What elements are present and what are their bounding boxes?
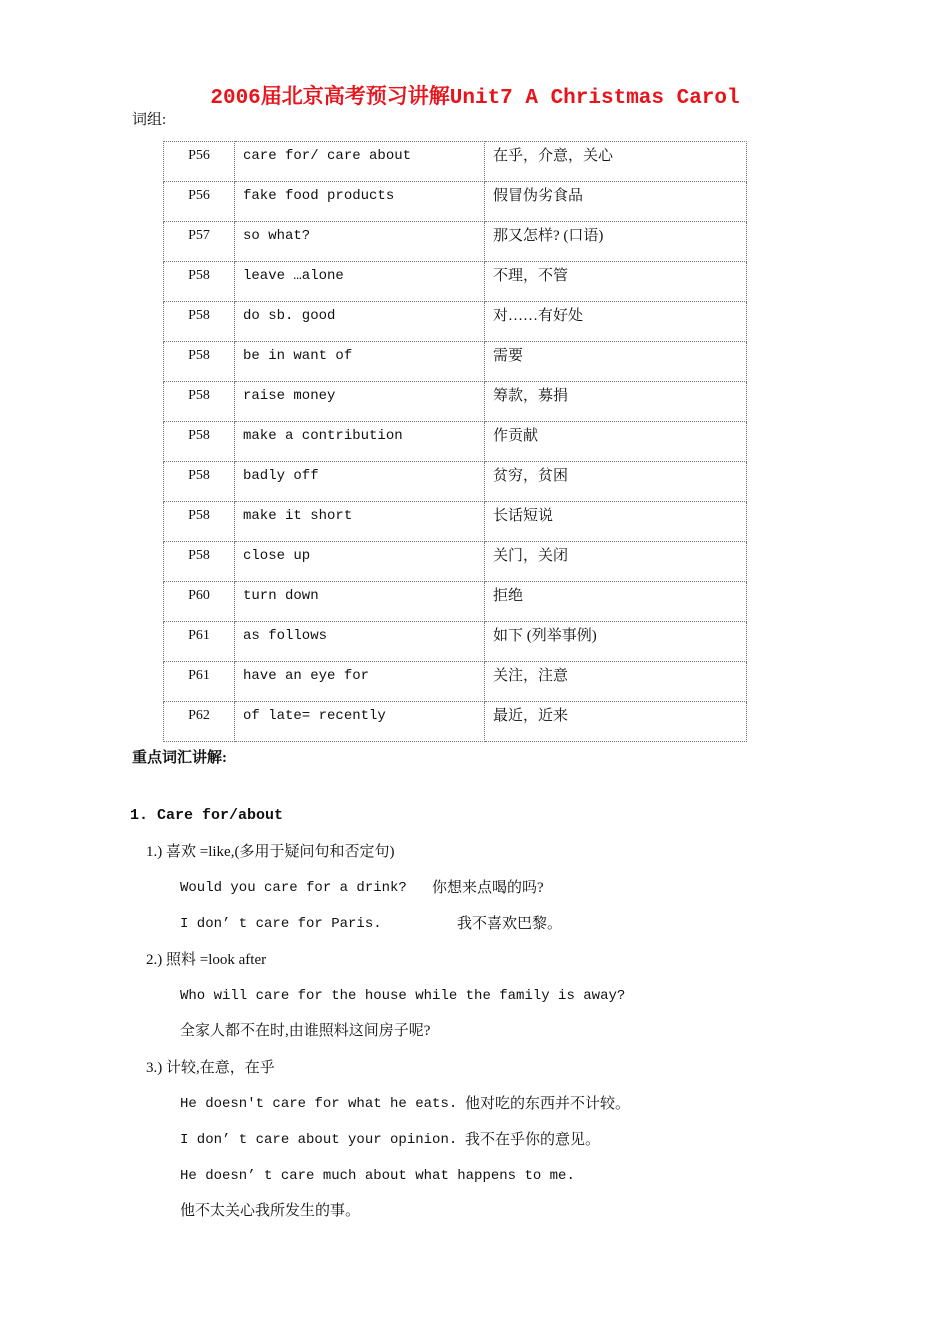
vocab-meaning-cell: 贫穷，贫困: [485, 462, 747, 502]
vocab-phrase-cell: care for/ care about: [235, 142, 485, 182]
vocab-row: [164, 182, 747, 222]
vocab-meaning-cell: 对……有好处: [485, 302, 747, 342]
vocab-row: [164, 542, 747, 582]
sense-3-example-2-en: I don’ t care about your opinion.: [180, 1132, 458, 1148]
vocab-page-cell: P57: [164, 222, 235, 262]
vocab-phrase-cell: do sb. good: [235, 302, 485, 342]
vocab-page-cell: P58: [164, 502, 235, 542]
vocab-row: [164, 582, 747, 622]
sense-1-example-2-en: I don’ t care for Paris.: [180, 916, 382, 932]
vocab-phrase-cell: be in want of: [235, 342, 485, 382]
vocab-page-cell: P61: [164, 622, 235, 662]
sense-1-example-1-zh: 你想来点喝的吗?: [432, 880, 544, 896]
vocab-page-cell: P58: [164, 262, 235, 302]
vocab-row: [164, 262, 747, 302]
sense-3-example-3-en: He doesn’ t care much about what happens to me.: [180, 1168, 575, 1184]
vocab-phrase-cell: badly off: [235, 462, 485, 502]
vocab-phrase-cell: turn down: [235, 582, 485, 622]
vocab-meaning-cell: 拒绝: [485, 582, 747, 622]
vocab-phrase-cell: close up: [235, 542, 485, 582]
vocab-meaning-cell: 作贡献: [485, 422, 747, 462]
sense-3-example-1-zh: 他对吃的东西并不计较。: [465, 1096, 631, 1112]
vocab-page-cell: P58: [164, 382, 235, 422]
sense-2-example-1-zh: 全家人都不在时,由谁照料这间房子呢?: [180, 1023, 431, 1039]
vocab-row: [164, 342, 747, 382]
vocab-meaning-cell: 关门，关闭: [485, 542, 747, 582]
vocab-phrase-cell: leave …alone: [235, 262, 485, 302]
vocab-row: [164, 422, 747, 462]
vocab-row: [164, 622, 747, 662]
entry-heading: 1. Care for/about: [130, 807, 284, 824]
vocab-page-cell: P58: [164, 462, 235, 502]
sense-2-example-1-en: Who will care for the house while the family is away?: [180, 988, 626, 1004]
vocab-phrase-cell: of late= recently: [235, 702, 485, 742]
vocab-table: [163, 141, 747, 742]
vocab-page-cell: P58: [164, 542, 235, 582]
vocab-meaning-cell: 不理，不管: [485, 262, 747, 302]
vocab-row: [164, 222, 747, 262]
vocab-meaning-cell: 筹款，募捐: [485, 382, 747, 422]
vocab-meaning-cell: 如下 (列举事例): [485, 622, 747, 662]
vocab-phrase-cell: make a contribution: [235, 422, 485, 462]
vocab-meaning-cell: 长话短说: [485, 502, 747, 542]
vocab-row: [164, 662, 747, 702]
vocab-meaning-cell: 在乎，介意，关心: [485, 142, 747, 182]
vocab-phrase-cell: have an eye for: [235, 662, 485, 702]
vocab-row: [164, 382, 747, 422]
vocab-phrase-cell: raise money: [235, 382, 485, 422]
sense-1-example-1-en: Would you care for a drink?: [180, 880, 407, 896]
vocab-phrase-cell: make it short: [235, 502, 485, 542]
vocab-meaning-cell: 假冒伪劣食品: [485, 182, 747, 222]
sense-3-example-3-zh: 他不太关心我所发生的事。: [180, 1203, 361, 1219]
page-title: 2006届北京高考预习讲解Unit7 A Christmas Carol: [210, 87, 740, 110]
vocab-row: [164, 702, 747, 742]
vocab-row: [164, 302, 747, 342]
vocab-page-cell: P58: [164, 342, 235, 382]
vocab-meaning-cell: 需要: [485, 342, 747, 382]
vocab-phrase-cell: so what?: [235, 222, 485, 262]
sense-1-example-2-zh: 我不喜欢巴黎。: [457, 916, 563, 932]
phrases-label: 词组:: [132, 112, 167, 128]
vocab-row: [164, 142, 747, 182]
section-title: 重点词汇讲解:: [132, 750, 227, 766]
vocab-page-cell: P56: [164, 142, 235, 182]
sense-3-example-1-en: He doesn't care for what he eats.: [180, 1096, 458, 1112]
vocab-row: [164, 462, 747, 502]
vocab-page-cell: P58: [164, 302, 235, 342]
vocab-phrase-cell: as follows: [235, 622, 485, 662]
sense-3-example-2-zh: 我不在乎你的意见。: [465, 1132, 601, 1148]
vocab-row: [164, 502, 747, 542]
vocab-table-body: [164, 142, 747, 742]
vocab-meaning-cell: 最近，近来: [485, 702, 747, 742]
sense-2-label: 2.) 照料 =look after: [146, 952, 267, 968]
vocab-page-cell: P60: [164, 582, 235, 622]
vocab-phrase-cell: fake food products: [235, 182, 485, 222]
vocab-page-cell: P56: [164, 182, 235, 222]
vocab-page-cell: P61: [164, 662, 235, 702]
sense-3-label: 3.) 计较,在意，在乎: [146, 1060, 275, 1076]
vocab-page-cell: P62: [164, 702, 235, 742]
vocab-page-cell: P58: [164, 422, 235, 462]
sense-1-label: 1.) 喜欢 =like,(多用于疑问句和否定句): [146, 844, 395, 860]
vocab-meaning-cell: 那又怎样? (口语): [485, 222, 747, 262]
vocab-meaning-cell: 关注，注意: [485, 662, 747, 702]
